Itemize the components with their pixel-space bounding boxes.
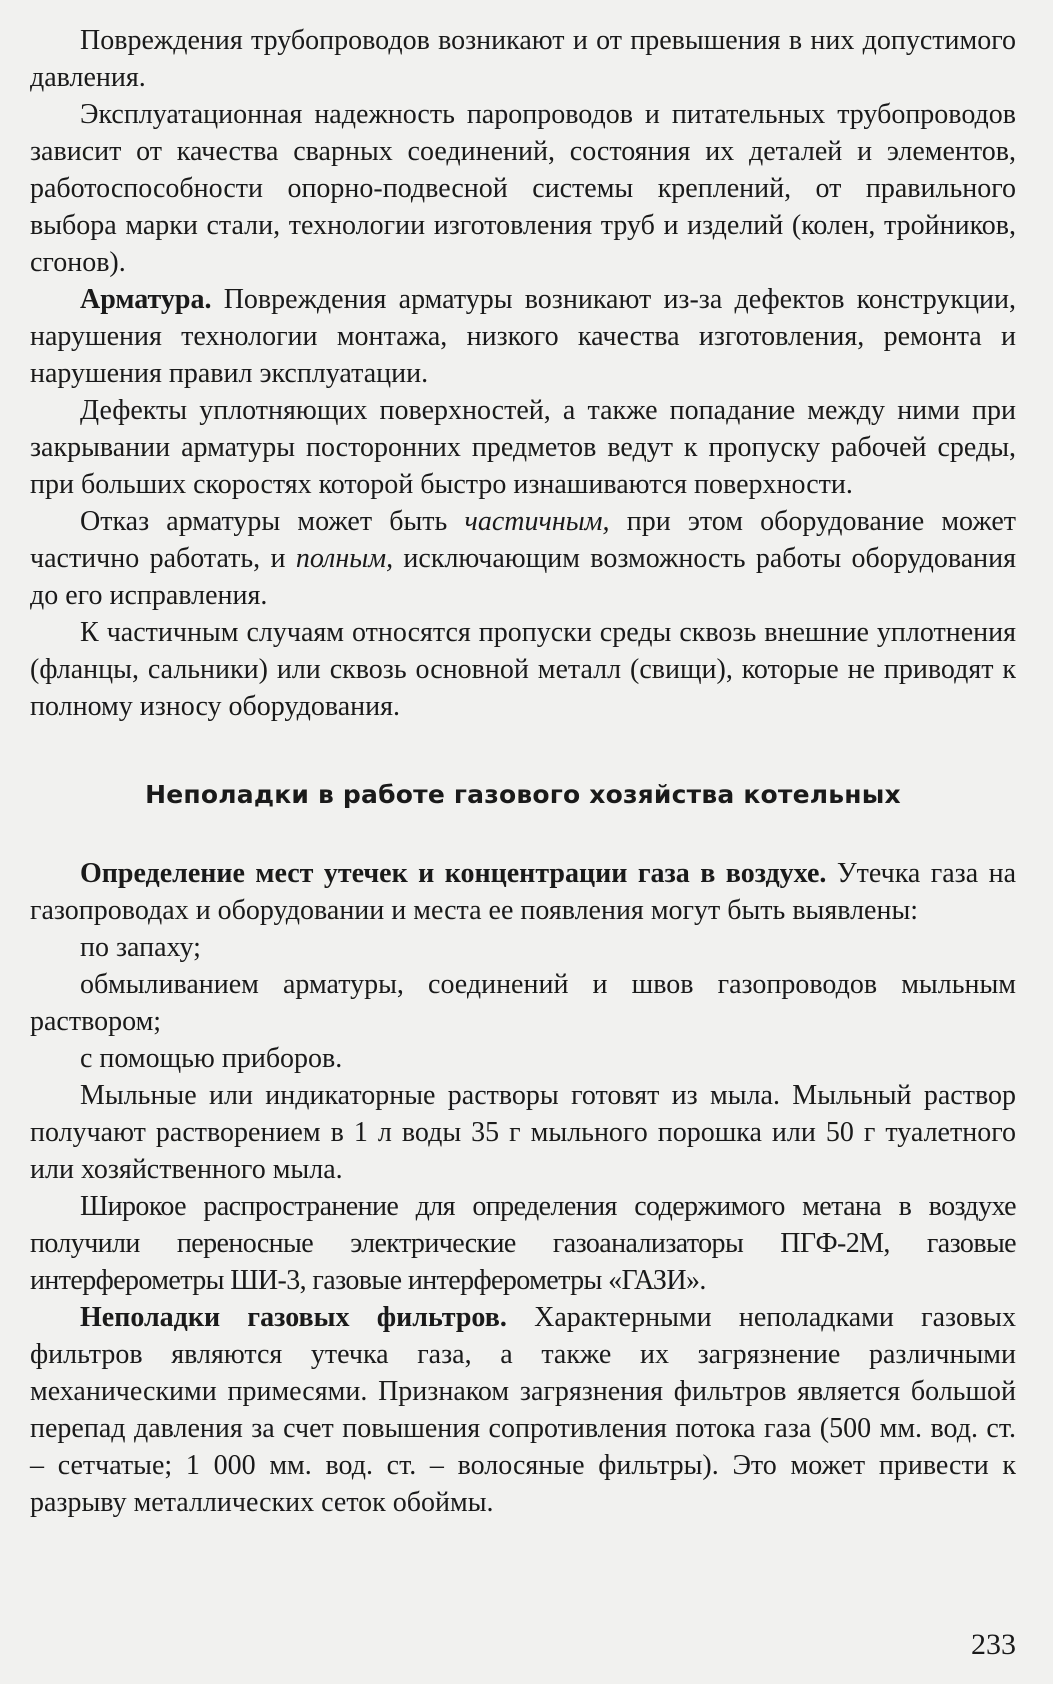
book-page [30, 22, 1016, 1662]
leak-detection-lead: Определение мест утечек и концентрации газа в воздухе. [80, 858, 827, 889]
paragraph-defects: Дефекты уплотняющих поверхностей, а также попадание между ними при закрывании арматуры посторонних предметов ведут к пропуску рабочей среды, при больших скоростях которой быстро изнашиваются поверхности. [30, 395, 1016, 500]
filters-lead: Неполадки газовых фильтров. [80, 1302, 507, 1333]
failure-text-3: исключающим возможность работы оборудования до его исправления. [30, 543, 1016, 611]
paragraph-filters [30, 1299, 1016, 1521]
filters-text: Характерными неполадками газовых фильтров являются утечка газа, а также их загрязнение различными механическими примесями. Признаком загрязнения фильтров является большой перепад давления за счет повышения сопротивления потока газа (500 мм. вод. ст. – сетчатые; 1 000 мм. вод. ст. – волосяные фильтры). Это может привести к разрыву металлических сеток обоймы. [30, 1302, 1016, 1518]
paragraph-failure [30, 503, 1016, 614]
paragraph-overpressure: Повреждения трубопроводов возникают и от превышения в них допустимого давления. [30, 25, 1016, 93]
failure-text-2: при этом оборудование может частично работать, и [30, 506, 1016, 574]
failure-full-term: полным, [295, 543, 394, 574]
paragraph-reliability: Эксплуатационная надежность паропроводов и питательных трубопроводов зависит от качества сварных соединений, состояния их деталей и элементов, работоспособности опорно-подвесной системы креплений, от правильного выбора марки стали, технологии изготовления труб и изделий (колен, тройников, сгонов). [30, 99, 1016, 278]
paragraph-armatura [30, 281, 1016, 392]
page-number: 233 [971, 1628, 1016, 1661]
section-heading: Неполадки в работе газового хозяйства котельных [145, 780, 901, 809]
paragraph-leak-detection [30, 855, 1016, 929]
paragraph-partial-cases: К частичным случаям относятся пропуски среды сквозь внешние уплотнения (фланцы, сальники) или сквозь основной металл (свищи), которые не приводят к полному износу оборудования. [30, 617, 1016, 722]
paragraph-soap-solution: Мыльные или индикаторные растворы готовят из мыла. Мыльный раствор получают растворением в 1 л воды 35 г мыльного порошка или 50 г туалетного или хозяйственного мыла. [30, 1080, 1016, 1185]
armatura-text: Повреждения арматуры возникают из-за дефектов конструкции, нарушения технологии монтажа, низкого качества изготовления, ремонта и нарушения правил эксплуатации. [30, 284, 1016, 389]
armatura-lead: Арматура. [80, 284, 212, 315]
failure-partial-term: частичным, [464, 506, 610, 537]
paragraph-gas-analyzers: Широкое распространение для определения содержимого метана в воздухе получили переносные электрические газоанализаторы ПГФ-2М, газовые интерферометры ШИ-3, газовые интерферометры «ГАЗИ». [30, 1191, 1016, 1296]
list-item-smell: по запаху; [80, 932, 201, 963]
list-item-instruments: с помощью приборов. [80, 1043, 343, 1074]
list-item-soap: обмыливанием арматуры, соединений и швов газопроводов мыльным раствором; [30, 969, 1016, 1037]
leak-detection-text: Утечка газа на газопроводах и оборудовании и места ее появления могут быть выявлены: [30, 858, 1016, 926]
failure-text-1: Отказ арматуры может быть [80, 506, 465, 537]
